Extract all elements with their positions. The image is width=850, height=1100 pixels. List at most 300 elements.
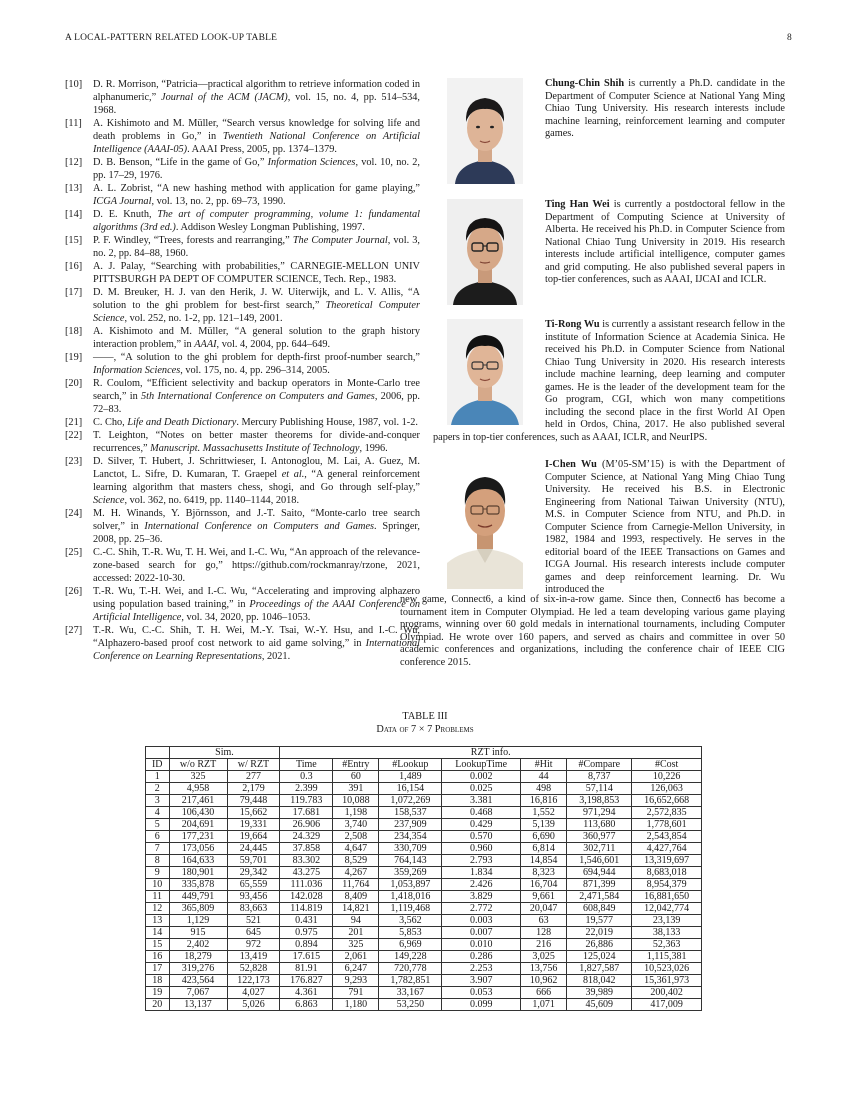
table-cell: 39,989 xyxy=(567,987,632,999)
table-cell: 15,662 xyxy=(227,807,280,819)
table-cell: 0.099 xyxy=(442,999,521,1011)
table-cell: 4,958 xyxy=(169,783,227,795)
reference-item xyxy=(65,117,420,156)
table-cell: 0.3 xyxy=(280,771,333,783)
table-cell: 22,019 xyxy=(567,927,632,939)
table-corner-cell xyxy=(146,747,170,759)
table-cell: 5,853 xyxy=(379,927,442,939)
column-header: #Lookup xyxy=(379,759,442,771)
table-cell: 20,047 xyxy=(521,903,567,915)
bio-name: I-Chen Wu xyxy=(545,459,597,470)
table-row xyxy=(146,951,702,963)
table-cell: 8,683,018 xyxy=(632,867,702,879)
table-cell: 14,821 xyxy=(333,903,379,915)
reference-item xyxy=(65,455,420,507)
table-cell: 11 xyxy=(146,891,170,903)
table-cell: 0.960 xyxy=(442,843,521,855)
table-cell: 13,756 xyxy=(521,963,567,975)
reference-number: [21] xyxy=(65,417,83,428)
reference-text: D. B. Benson, “Life in the game of Go,” Information Sciences, vol. 10, no. 2, pp. 17–29, 1976. xyxy=(93,157,420,181)
reference-number: [13] xyxy=(65,183,83,194)
table-cell: 52,828 xyxy=(227,963,280,975)
bio-shih xyxy=(433,78,785,188)
table-cell: 5 xyxy=(146,819,170,831)
table-cell: 142.028 xyxy=(280,891,333,903)
table-cell: 15,361,973 xyxy=(632,975,702,987)
author-photo-wu-ichen xyxy=(447,459,523,589)
table-cell: 94 xyxy=(333,915,379,927)
table-cell: 8 xyxy=(146,855,170,867)
table-row xyxy=(146,903,702,915)
table-cell: 16,704 xyxy=(521,879,567,891)
table-cell: 79,448 xyxy=(227,795,280,807)
bio-wei xyxy=(433,199,785,309)
reference-item xyxy=(65,208,420,234)
table-cell: 1,119,468 xyxy=(379,903,442,915)
table-cell: 1.834 xyxy=(442,867,521,879)
table-cell: 16 xyxy=(146,951,170,963)
table-cell: 325 xyxy=(333,939,379,951)
table-cell: 200,402 xyxy=(632,987,702,999)
table-cell: 8,954,379 xyxy=(632,879,702,891)
table-cell: 10,088 xyxy=(333,795,379,807)
table-cell: 7 xyxy=(146,843,170,855)
table-row xyxy=(146,795,702,807)
table-cell: 2,402 xyxy=(169,939,227,951)
reference-text: P. F. Windley, “Trees, forests and rearranging,” The Computer Journal, vol. 3, no. 2, pp. 84–88, 1960. xyxy=(93,235,420,259)
table-cell: 1,418,016 xyxy=(379,891,442,903)
table-cell: 1,071 xyxy=(521,999,567,1011)
table-cell: 0.468 xyxy=(442,807,521,819)
reference-item xyxy=(65,429,420,455)
reference-text: R. Coulom, “Efficient selectivity and backup operators in Monte-Carlo tree search,” in 5th International Conference on Computers and Games, 2006, pp. 72–83. xyxy=(93,378,420,415)
table-cell: 10 xyxy=(146,879,170,891)
table-cell: 1,053,897 xyxy=(379,879,442,891)
table-cell: 1,072,269 xyxy=(379,795,442,807)
table-row xyxy=(146,891,702,903)
bio-name: Chung-Chin Shih xyxy=(545,78,625,89)
table-cell: 791 xyxy=(333,987,379,999)
table-cell: 53,250 xyxy=(379,999,442,1011)
table-cell: 201 xyxy=(333,927,379,939)
column-header: ID xyxy=(146,759,170,771)
table-cell: 83.302 xyxy=(280,855,333,867)
table-cell: 2.253 xyxy=(442,963,521,975)
table-cell: 11,764 xyxy=(333,879,379,891)
table-cell: 2.793 xyxy=(442,855,521,867)
reference-item xyxy=(65,624,420,663)
table-subtitle: Data of 7 × 7 Problems xyxy=(376,723,474,735)
table-cell: 10,226 xyxy=(632,771,702,783)
table-cell: 4,647 xyxy=(333,843,379,855)
table-cell: 666 xyxy=(521,987,567,999)
table-cell: 16,652,668 xyxy=(632,795,702,807)
reference-text: D. Silver, T. Hubert, J. Schrittwieser, I. Antonoglou, M. Lai, A. Guez, M. Lanctot, L. Sifre, D. Kumaran, T. Graepel et al., “A general reinforcement learning algorithm that masters chess, shogi, and Go through self-play,” Science, vol. 362, no. 6419, pp. 1140–1144, 2018. xyxy=(93,456,420,506)
table-cell: 4,267 xyxy=(333,867,379,879)
table-cell: 113,680 xyxy=(567,819,632,831)
table-cell: 173,056 xyxy=(169,843,227,855)
table-cell: 7,067 xyxy=(169,987,227,999)
table-cell: 1 xyxy=(146,771,170,783)
running-header: A LOCAL-PATTERN RELATED LOOK-UP TABLE xyxy=(65,33,278,43)
table-cell: 13,319,697 xyxy=(632,855,702,867)
table-cell: 1,115,381 xyxy=(632,951,702,963)
table-cell: 302,711 xyxy=(567,843,632,855)
references-list xyxy=(65,78,420,663)
table-cell: 26,886 xyxy=(567,939,632,951)
table-cell: 915 xyxy=(169,927,227,939)
table-cell: 417,009 xyxy=(632,999,702,1011)
table-cell: 19 xyxy=(146,987,170,999)
table-cell: 2,543,854 xyxy=(632,831,702,843)
table-cell: 10,523,026 xyxy=(632,963,702,975)
reference-number: [22] xyxy=(65,430,83,441)
table-cell: 9,661 xyxy=(521,891,567,903)
table-cell: 971,294 xyxy=(567,807,632,819)
table-cell: 16,881,650 xyxy=(632,891,702,903)
table-cell: 391 xyxy=(333,783,379,795)
table-cell: 59,701 xyxy=(227,855,280,867)
table-row xyxy=(146,783,702,795)
table-cell: 14,854 xyxy=(521,855,567,867)
table-cell: 176.827 xyxy=(280,975,333,987)
bio-wu-ichen-continued: new game, Connect6, a kind of six-in-a-row game. Since then, Connect6 has become a tournament item in Computer Olympiad. He led a team developing various game playing programs, winning over 60 gold medals in international tournaments, including Computer Olympiad. He wrote over 160 papers, and served as chairs and committee in over 50 academic conferences and organizations, including the conference chair of IEEE CIG conference 2015. xyxy=(400,594,785,668)
table-cell: 1,198 xyxy=(333,807,379,819)
table-cell: 3.829 xyxy=(442,891,521,903)
table-cell: 158,537 xyxy=(379,807,442,819)
reference-text: ——, “A solution to the ghi problem for depth-first proof-number search,” Information Sciences, vol. 175, no. 4, pp. 296–314, 2005. xyxy=(93,352,420,376)
reference-number: [12] xyxy=(65,157,83,168)
table-cell: 694,944 xyxy=(567,867,632,879)
table-row xyxy=(146,807,702,819)
reference-number: [19] xyxy=(65,352,83,363)
table-cell: 106,430 xyxy=(169,807,227,819)
table-cell: 972 xyxy=(227,939,280,951)
table-cell: 43.275 xyxy=(280,867,333,879)
table-cell: 122,173 xyxy=(227,975,280,987)
table-cell: 871,399 xyxy=(567,879,632,891)
reference-item xyxy=(65,234,420,260)
table-label: TABLE III xyxy=(402,711,448,722)
table-cell: 6,247 xyxy=(333,963,379,975)
table-cell: 13,419 xyxy=(227,951,280,963)
table-row xyxy=(146,987,702,999)
reference-item xyxy=(65,325,420,351)
table-cell: 81.91 xyxy=(280,963,333,975)
reference-item xyxy=(65,377,420,416)
table-cell: 12 xyxy=(146,903,170,915)
reference-text: A. J. Palay, “Searching with probabilities,” CARNEGIE-MELLON UNIV PITTSBURGH PA DEPT OF COMPUTER SCIENCE, Tech. Rep., 1983. xyxy=(93,261,420,285)
column-header: Time xyxy=(280,759,333,771)
table-cell: 20 xyxy=(146,999,170,1011)
table-cell: 177,231 xyxy=(169,831,227,843)
table-row xyxy=(146,975,702,987)
column-header: LookupTime xyxy=(442,759,521,771)
reference-number: [23] xyxy=(65,456,83,467)
table-cell: 33,167 xyxy=(379,987,442,999)
table-cell: 10,962 xyxy=(521,975,567,987)
column-header: #Entry xyxy=(333,759,379,771)
table-cell: 204,691 xyxy=(169,819,227,831)
bio-wu-tirong xyxy=(433,319,785,444)
table-cell: 3,740 xyxy=(333,819,379,831)
table-cell: 2,471,584 xyxy=(567,891,632,903)
table-cell: 1,546,601 xyxy=(567,855,632,867)
reference-number: [24] xyxy=(65,508,83,519)
table-cell: 319,276 xyxy=(169,963,227,975)
table-cell: 6 xyxy=(146,831,170,843)
table-cell: 3 xyxy=(146,795,170,807)
table-cell: 3,562 xyxy=(379,915,442,927)
table-cell: 6,814 xyxy=(521,843,567,855)
author-photo-wu-tirong xyxy=(447,319,523,425)
table-cell: 45,609 xyxy=(567,999,632,1011)
table-cell: 6,969 xyxy=(379,939,442,951)
table-cell: 149,228 xyxy=(379,951,442,963)
table-cell: 9 xyxy=(146,867,170,879)
table-cell: 4 xyxy=(146,807,170,819)
reference-item xyxy=(65,585,420,624)
table-cell: 0.975 xyxy=(280,927,333,939)
table-cell: 126,063 xyxy=(632,783,702,795)
bio-body: (M’05-SM’15) is with the Department of Computer Science, at National Yang Ming Chiao Tung University. He received his B.S. in Electronic Engineering from National Taiwan University (NTU), M.S. in Computer Science from NTU, and Ph.D. in Computer Science from Carnegie-Mellon University, in 1982, 1984 and 1993, respectively. He serves in the editorial board of the IEEE Transactions on Games and ICGA Journal. His research interests include computer games and deep reinforcement learning. Dr. Wu introduced the xyxy=(545,459,785,595)
table-cell: 217,461 xyxy=(169,795,227,807)
bio-body: is currently a assistant research fellow in the institute of Information Science at Academia Sinica. He received his Ph.D. in Computer Science from National Chiao Tung University in 2020. His research interests include machine learning, deep learning and computer games. He is the leader of the development team for the Go program, CGI, which won many competitions including the second place in the first World AI Open held in Ordos, China, 2017. He also published several papers in top-tier conferences, such as AAAI, ICLR, and NeurIPS. xyxy=(433,319,785,443)
table-cell: 114.819 xyxy=(280,903,333,915)
reference-text: A. L. Zobrist, “A new hashing method with application for game playing,” ICGA Journal, vol. 13, no. 2, pp. 69–73, 1990. xyxy=(93,183,420,207)
table-cell: 2,508 xyxy=(333,831,379,843)
reference-item xyxy=(65,260,420,286)
reference-text: C.-C. Shih, T.-R. Wu, T. H. Wei, and I.-C. Wu, “An approach of the relevance-zone-based search for go,” https://github.com/rockmanray/rzone, 2021, accessed: 2022-10-30. xyxy=(93,547,420,584)
table-cell: 2.399 xyxy=(280,783,333,795)
table-cell: 330,709 xyxy=(379,843,442,855)
table-cell: 111.036 xyxy=(280,879,333,891)
data-table xyxy=(145,746,702,1011)
table-cell: 44 xyxy=(521,771,567,783)
table-cell: 19,664 xyxy=(227,831,280,843)
table-cell: 0.007 xyxy=(442,927,521,939)
reference-number: [14] xyxy=(65,209,83,220)
table-cell: 0.431 xyxy=(280,915,333,927)
table-cell: 119.783 xyxy=(280,795,333,807)
table-cell: 3.907 xyxy=(442,975,521,987)
table-cell: 0.286 xyxy=(442,951,521,963)
table-row xyxy=(146,879,702,891)
table-cell: 818,042 xyxy=(567,975,632,987)
table-cell: 4,427,764 xyxy=(632,843,702,855)
table-cell: 1,489 xyxy=(379,771,442,783)
table-cell: 15 xyxy=(146,939,170,951)
table-cell: 1,778,601 xyxy=(632,819,702,831)
table-cell: 4,027 xyxy=(227,987,280,999)
table-cell: 8,529 xyxy=(333,855,379,867)
reference-text: D. M. Breuker, H. J. van den Herik, J. W. Uiterwijk, and L. V. Allis, “A solution to the ghi problem for best-first search,” Theoretical Computer Science, vol. 252, no. 1-2, pp. 121–149, 2001. xyxy=(93,287,420,324)
reference-text: T. Leighton, “Notes on better master theorems for divide-and-conquer recurrences,” Manuscript. Massachusetts Institute of Technology, 1996. xyxy=(93,430,420,454)
column-header: #Hit xyxy=(521,759,567,771)
table-cell: 277 xyxy=(227,771,280,783)
table-cell: 17 xyxy=(146,963,170,975)
bio-wu-ichen xyxy=(433,459,785,597)
table-cell: 37.858 xyxy=(280,843,333,855)
reference-number: [26] xyxy=(65,586,83,597)
table-cell: 335,878 xyxy=(169,879,227,891)
reference-item xyxy=(65,507,420,546)
table-cell: 125,024 xyxy=(567,951,632,963)
table-cell: 234,354 xyxy=(379,831,442,843)
table-cell: 16,816 xyxy=(521,795,567,807)
table-cell: 0.010 xyxy=(442,939,521,951)
table-cell: 216 xyxy=(521,939,567,951)
table-cell: 0.002 xyxy=(442,771,521,783)
table-row xyxy=(146,939,702,951)
table-cell: 13 xyxy=(146,915,170,927)
table-cell: 0.003 xyxy=(442,915,521,927)
table-cell: 2 xyxy=(146,783,170,795)
table-cell: 24.329 xyxy=(280,831,333,843)
table-cell: 2,061 xyxy=(333,951,379,963)
table-cell: 3.381 xyxy=(442,795,521,807)
table-cell: 0.429 xyxy=(442,819,521,831)
table-row xyxy=(146,771,702,783)
reference-number: [16] xyxy=(65,261,83,272)
table-cell: 6,690 xyxy=(521,831,567,843)
table-row xyxy=(146,867,702,879)
reference-text: T.-R. Wu, C.-C. Shih, T. H. Wei, M.-Y. Tsai, W.-Y. Hsu, and I.-C. Wu, “Alphazero-based proof cost network to aid game solving,” in International Conference on Learning Representations, 2021. xyxy=(93,625,420,662)
table-cell: 325 xyxy=(169,771,227,783)
table-cell: 8,737 xyxy=(567,771,632,783)
reference-item xyxy=(65,546,420,585)
table-cell: 8,409 xyxy=(333,891,379,903)
reference-item xyxy=(65,286,420,325)
column-header: #Cost xyxy=(632,759,702,771)
table-row xyxy=(146,831,702,843)
table-cell: 423,564 xyxy=(169,975,227,987)
reference-number: [15] xyxy=(65,235,83,246)
table-cell: 359,269 xyxy=(379,867,442,879)
reference-number: [17] xyxy=(65,287,83,298)
table-cell: 57,114 xyxy=(567,783,632,795)
table-cell: 128 xyxy=(521,927,567,939)
table-cell: 24,445 xyxy=(227,843,280,855)
author-photo-shih xyxy=(447,78,523,184)
column-header: w/ RZT xyxy=(227,759,280,771)
column-header-row xyxy=(146,759,702,771)
table-cell: 6.863 xyxy=(280,999,333,1011)
table-cell: 19,577 xyxy=(567,915,632,927)
column-header: w/o RZT xyxy=(169,759,227,771)
reference-number: [11] xyxy=(65,118,82,129)
table-cell: 1,552 xyxy=(521,807,567,819)
table-cell: 2.772 xyxy=(442,903,521,915)
table-cell: 0.570 xyxy=(442,831,521,843)
table-cell: 52,363 xyxy=(632,939,702,951)
table-row xyxy=(146,843,702,855)
table-cell: 23,139 xyxy=(632,915,702,927)
table-cell: 164,633 xyxy=(169,855,227,867)
reference-item xyxy=(65,78,420,117)
table-cell: 14 xyxy=(146,927,170,939)
group-header-rzt-info: RZT info. xyxy=(280,747,702,759)
table-cell: 13,137 xyxy=(169,999,227,1011)
bio-body: is currently a Ph.D. candidate in the Department of Computer Science at National Yang Ming Chiao Tung University. His research interests include machine learning, reinforcement learning and computer games. xyxy=(545,78,786,139)
table-cell: 26.906 xyxy=(280,819,333,831)
table-cell: 2,179 xyxy=(227,783,280,795)
table-cell: 0.894 xyxy=(280,939,333,951)
group-header-sim: Sim. xyxy=(169,747,280,759)
reference-text: T.-R. Wu, T.-H. Wei, and I.-C. Wu, “Accelerating and improving alphazero using population based training,” in Proceedings of the AAAI Conference on Artificial Intelligence, vol. 34, 2020, pp. 1046–1053. xyxy=(93,586,420,623)
table-cell: 18,279 xyxy=(169,951,227,963)
table-cell: 498 xyxy=(521,783,567,795)
table-row xyxy=(146,915,702,927)
reference-text: D. R. Morrison, “Patricia—practical algorithm to retrieve information coded in alphanumeric,” Journal of the ACM (JACM), vol. 15, no. 4, pp. 514–534, 1968. xyxy=(93,79,420,116)
table-body xyxy=(146,771,702,1011)
table-cell: 0.025 xyxy=(442,783,521,795)
reference-item xyxy=(65,351,420,377)
table-cell: 360,977 xyxy=(567,831,632,843)
reference-number: [27] xyxy=(65,625,83,636)
reference-item xyxy=(65,416,420,429)
table-cell: 29,342 xyxy=(227,867,280,879)
table-cell: 237,909 xyxy=(379,819,442,831)
table-cell: 4.361 xyxy=(280,987,333,999)
table-cell: 2,572,835 xyxy=(632,807,702,819)
reference-number: [25] xyxy=(65,547,83,558)
table-cell: 521 xyxy=(227,915,280,927)
table-cell: 449,791 xyxy=(169,891,227,903)
reference-text: A. Kishimoto and M. Müller, “A general solution to the graph history interaction problem,” in AAAI, vol. 4, 2004, pp. 644–649. xyxy=(93,326,420,350)
reference-item xyxy=(65,182,420,208)
reference-item xyxy=(65,156,420,182)
reference-number: [18] xyxy=(65,326,83,337)
table-cell: 764,143 xyxy=(379,855,442,867)
table-cell: 0.053 xyxy=(442,987,521,999)
table-row xyxy=(146,963,702,975)
reference-number: [10] xyxy=(65,79,83,90)
table-cell: 3,025 xyxy=(521,951,567,963)
table-cell: 65,559 xyxy=(227,879,280,891)
table-cell: 5,026 xyxy=(227,999,280,1011)
table-cell: 180,901 xyxy=(169,867,227,879)
table-row xyxy=(146,999,702,1011)
table-cell: 5,139 xyxy=(521,819,567,831)
table-caption xyxy=(0,711,850,736)
table-cell: 16,154 xyxy=(379,783,442,795)
table-cell: 17.681 xyxy=(280,807,333,819)
bio-name: Ting Han Wei xyxy=(545,199,610,210)
bio-body: is currently a postdoctoral fellow in the Department of Computing Science at University of Alberta. He received his Ph.D. in Computer Science from National Chiao Tung University in 2019. His research interests include artificial intelligence, computer games and grid computing. He also published several papers in top-tier conferences, such as AAAI, IJCAI and ICLR. xyxy=(545,199,785,285)
table-cell: 3,198,853 xyxy=(567,795,632,807)
reference-text: D. E. Knuth, The art of computer programming, volume 1: fundamental algorithms (3rd ed.). Addison Wesley Longman Publishing, 1997. xyxy=(93,209,420,233)
column-header: #Compare xyxy=(567,759,632,771)
bio-name: Ti-Rong Wu xyxy=(545,319,600,330)
table-row xyxy=(146,855,702,867)
author-photo-wei xyxy=(447,199,523,305)
page-number: 8 xyxy=(787,33,792,43)
table-cell: 63 xyxy=(521,915,567,927)
reference-text: C. Cho, Life and Death Dictionary. Mercury Publishing House, 1987, vol. 1-2. xyxy=(93,417,418,428)
table-cell: 9,293 xyxy=(333,975,379,987)
table-cell: 17.615 xyxy=(280,951,333,963)
table-cell: 18 xyxy=(146,975,170,987)
table-cell: 38,133 xyxy=(632,927,702,939)
table-row xyxy=(146,819,702,831)
table-cell: 12,042,774 xyxy=(632,903,702,915)
table-cell: 1,180 xyxy=(333,999,379,1011)
table-cell: 93,456 xyxy=(227,891,280,903)
table-cell: 645 xyxy=(227,927,280,939)
table-cell: 2.426 xyxy=(442,879,521,891)
table-cell: 1,129 xyxy=(169,915,227,927)
